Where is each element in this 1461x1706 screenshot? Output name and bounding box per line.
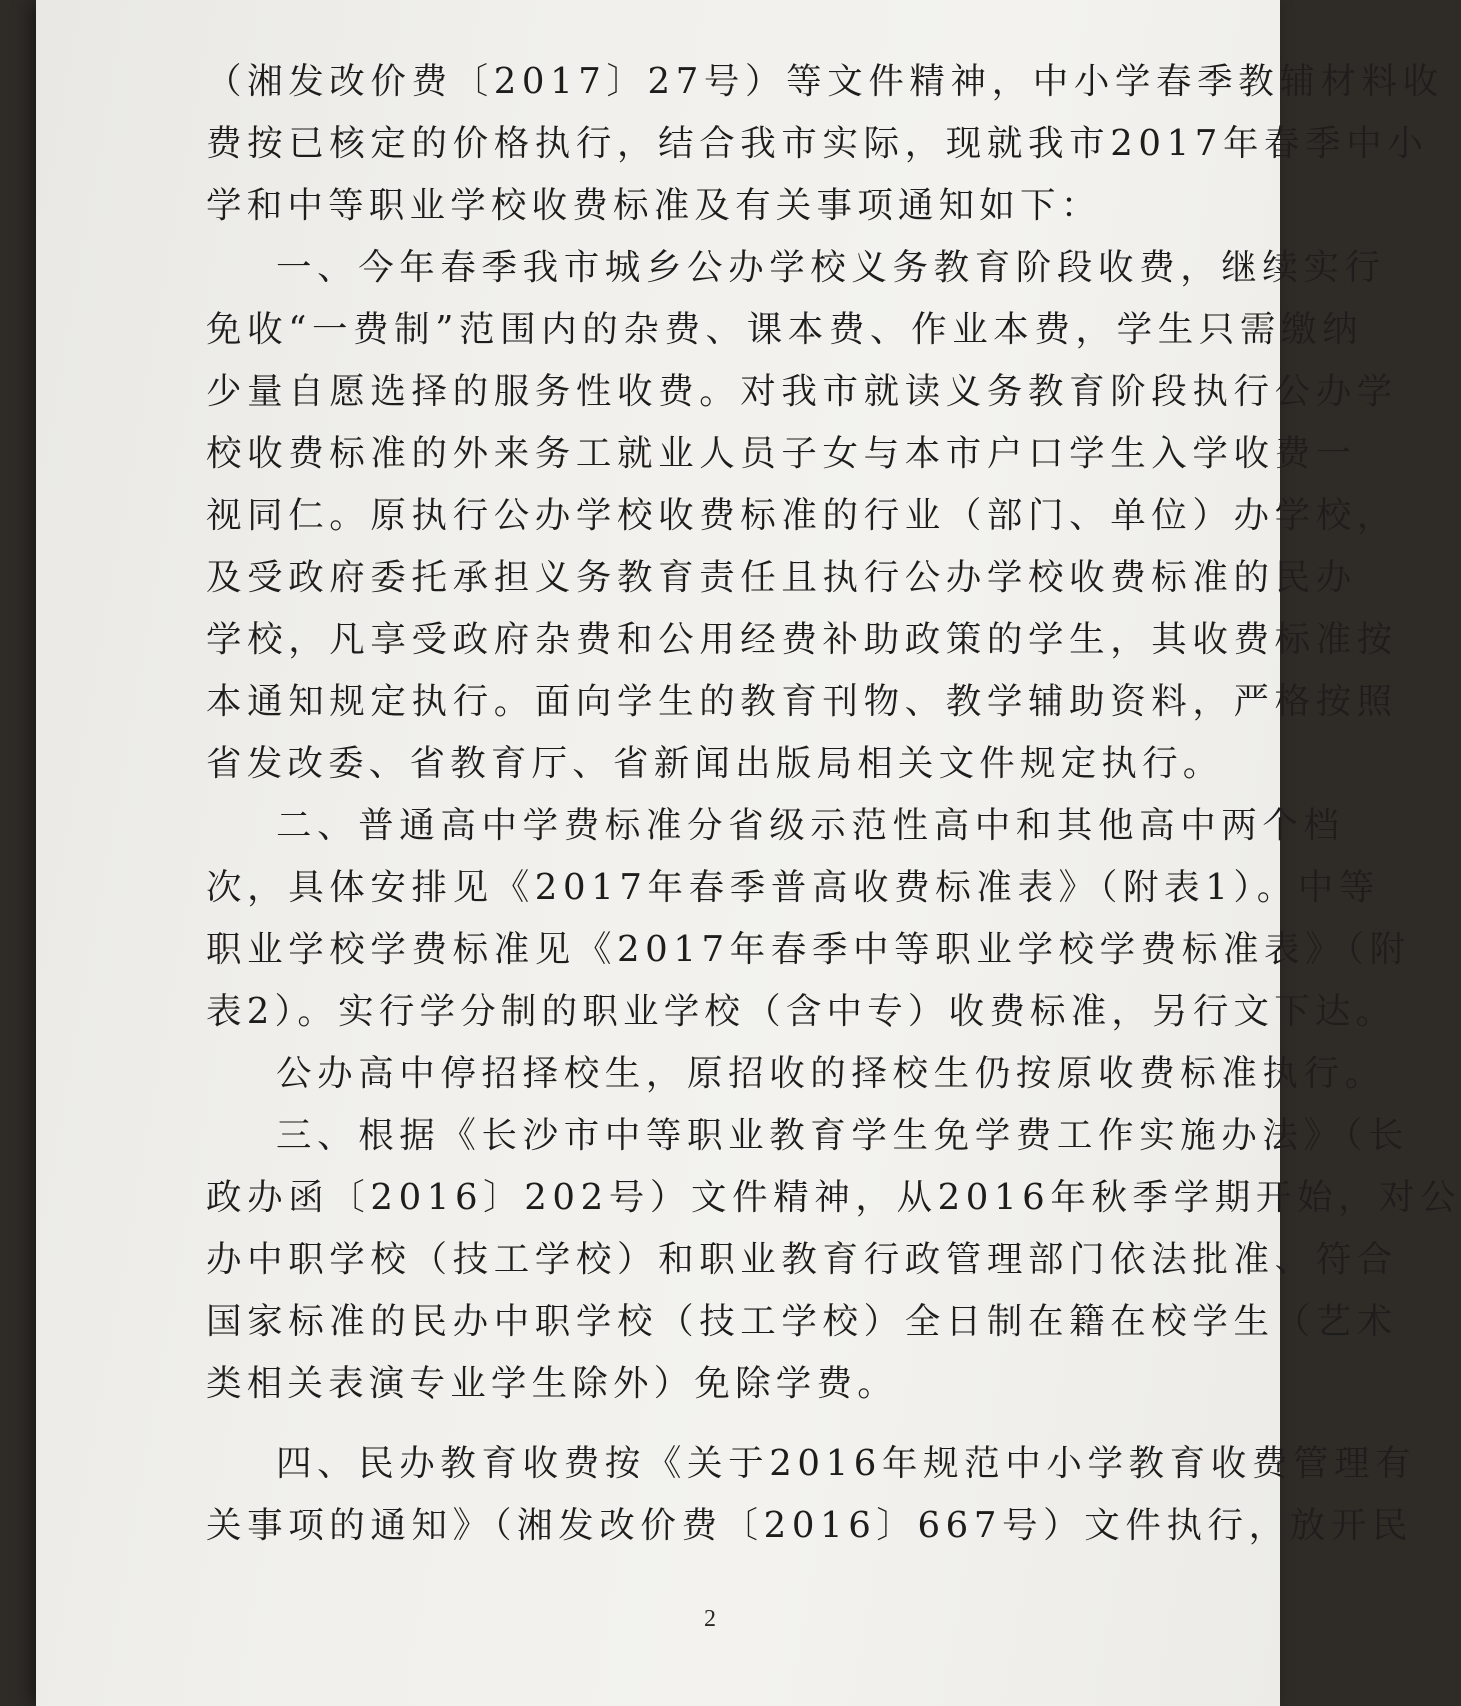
text-line: 次，具体安排见《2017年春季普高收费标准表》（附表1）。中等 (206, 867, 1381, 908)
text-line: （湘发改价费〔2017〕27号）等文件精神，中小学春季教辅材料收 (206, 61, 1444, 102)
text-line: 本通知规定执行。面向学生的教育刊物、教学辅助资料，严格按照 (206, 681, 1398, 722)
text-line: 学和中等职业学校收费标准及有关事项通知如下： (206, 185, 1102, 226)
text-line: 校收费标准的外来务工就业人员子女与本市户口学生入学收费一 (206, 433, 1357, 474)
paragraph-2-start: 二、普通高中学费标准分省级示范性高中和其他高中两个档 (276, 805, 1345, 846)
text-line: 关事项的通知》（湘发改价费〔2016〕667号）文件执行，放开民 (206, 1505, 1414, 1546)
text-line: 国家标准的民办中职学校（技工学校）全日制在籍在校学生（艺术 (206, 1301, 1398, 1342)
text-line: 职业学校学费标准见《2017年春季中等职业学校学费标准表》（附 (206, 929, 1411, 970)
text-line: 免收“一费制”范围内的杂费、课本费、作业本费，学生只需缴纳 (206, 309, 1364, 350)
text-line: 政办函〔2016〕202号）文件精神，从2016年秋季学期开始，对公 (206, 1177, 1461, 1218)
text-line: 视同仁。原执行公办学校收费标准的行业（部门、单位）办学校， (206, 495, 1398, 536)
text-line: 类相关表演专业学生除外）免除学费。 (206, 1363, 898, 1404)
text-line: 费按已核定的价格执行，结合我市实际，现就我市2017年春季中小 (206, 123, 1429, 164)
text-line: 省发改委、省教育厅、省新闻出版局相关文件规定执行。 (206, 743, 1224, 784)
text-line: 及受政府委托承担义务教育责任且执行公办学校收费标准的民办 (206, 557, 1357, 598)
text-line: 学校，凡享受政府杂费和公用经费补助政策的学生，其收费标准按 (206, 619, 1398, 660)
document-page (36, 0, 1461, 1706)
paragraph-5-start: 四、民办教育收费按《关于2016年规范中小学教育收费管理有 (276, 1443, 1417, 1484)
text-line: 办中职学校（技工学校）和职业教育行政管理部门依法批准、符合 (206, 1239, 1398, 1280)
paragraph-4-start: 三、根据《长沙市中等职业教育学生免学费工作实施办法》（长 (276, 1115, 1410, 1156)
paragraph-1-start: 一、今年春季我市城乡公办学校义务教育阶段收费，继续实行 (276, 247, 1386, 288)
page-number: 2 (704, 1606, 716, 1632)
text-line: 表2）。实行学分制的职业学校（含中专）收费标准，另行文下达。 (206, 991, 1397, 1032)
paragraph-3-start: 公办高中停招择校生，原招收的择校生仍按原收费标准执行。 (276, 1053, 1386, 1094)
text-line: 少量自愿选择的服务性收费。对我市就读义务教育阶段执行公办学 (206, 371, 1398, 412)
